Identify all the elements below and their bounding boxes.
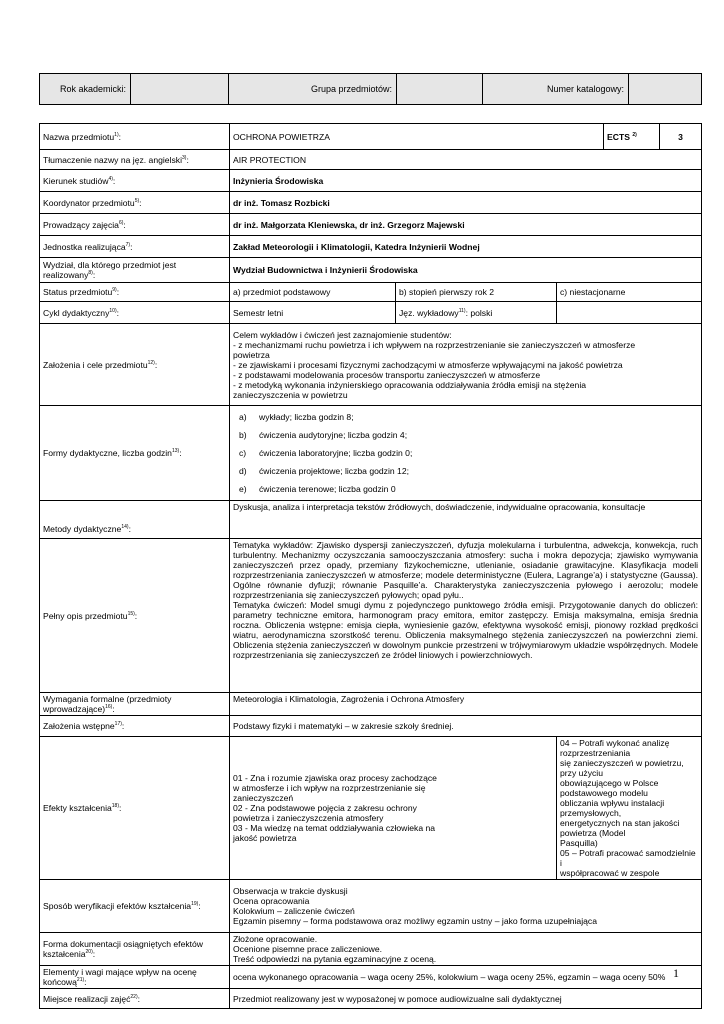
list-item: e) ćwiczenia terenowe; liczba godzin 0 bbox=[239, 484, 396, 494]
row-unit: Jednostka realizująca$^{7)}$: Zakład Meteorologii i Klimatologii, Katedra Inżynierii Wodnej bbox=[40, 236, 702, 258]
translation-value: AIR PROTECTION bbox=[230, 150, 702, 170]
subject-name-label: Nazwa przedmiotu$^{1)}$: bbox=[40, 124, 230, 150]
cycle-value: Semestr letni bbox=[230, 302, 396, 324]
row-translation: Tłumaczenie nazwy na jęz. angielski$^{3)}$: AIR PROTECTION bbox=[40, 150, 702, 170]
academic-year-label: Rok akademicki: bbox=[40, 74, 131, 105]
subject-group-value[interactable] bbox=[397, 74, 483, 105]
status-a: a) przedmiot podstawowy bbox=[230, 283, 396, 302]
page-number: 1 bbox=[673, 966, 679, 980]
row-verification: Sposób weryfikacji efektów kształcenia$^{19)}$: Obserwacja w trakcie dyskusji Ocena opracowania Kolokwium – zaliczenie ćwiczeń Egzamin pisemny – forma podstawowa oraz możliwy egzamin ustny – jako forma uzupełniająca bbox=[40, 880, 702, 933]
academic-year-value[interactable] bbox=[131, 74, 229, 105]
language-value: Jęz. wykładowy$^{11)}$: polski bbox=[396, 302, 557, 324]
full-description-value: Tematyka wykładów: Zjawisko dyspersji zanieczyszczeń, dyfuzja molekularna i turbulentna, adwekcja, konwekcja, ruch turbulentny. Mechanizmy oczyszczania samooczyszczania atmosfery: sucha i mokra depozycja; zjawisko wymywania zanieczyszczeń przez opady, przemiany fizykochemiczne, utlenianie, osiadanie grawitacyjne. Klasyfikacja modeli rozprzestrzeniania zanieczyszczeń w atmosferze; modele deterministyczne (Eulera, Lagrange’a) i statystyczne (Gaussa). Ogólne równanie dyfuzji; równanie Pasquille’a. Charakterystyka zanieczyszczenia pyłowego i aerozolu; modele rozprzestrzeniania się zanieczyszczeń pyłowych; opad pyłu.. Tematyka ćwiczeń: Model smugi dymu z pojedynczego punktowego źródła emisji. Przygotowanie danych do obliczeń: parametry techniczne emitora, harmonogram pracy emitora, emitor zastępczy. Emisja maksymalna, emisja średnia roczna. Obliczenia wstępne: emisja ciepła, wyniesienie gazów, efektywna wysokość emisji, pionowy rozkład prędkości wiatru, aerodynamiczna szorstkość terenu. Obliczenia maksymalnego stężenia zanieczyszczeń na powierzchni ziemi. Obliczenia stężenia zanieczyszczeń w dowolnym punkcie przestrzeni w trójwymiarowym układzie współrzędnych. Modele rozprzestrzeniania się zanieczyszczeń ze źródeł liniowych i powierzchniowych. bbox=[230, 539, 702, 693]
row-location: Miejsce realizacji zajęć$^{22)}$: Przedmiot realizowany jest w wyposażonej w pomoce audiowizualne sali dydaktycznej bbox=[40, 989, 702, 1009]
field-of-study-value: Inżynieria Środowiska bbox=[230, 170, 702, 192]
status-b: b) stopień pierwszy rok 2 bbox=[396, 283, 557, 302]
outcomes-left: 01 - Zna i rozumie zjawiska oraz procesy zachodzące w atmosferze i ich wpływ na rozprzestrzenianie się zanieczyszczeń 02 - Zna podstawowe pojęcia z zakresu ochrony powietrza i zanieczyszczenia atmosfery 03 - Ma wiedzę na temat oddziaływania człowieka na jakość powietrza bbox=[230, 737, 557, 880]
subject-name-value: OCHRONA POWIETRZA bbox=[230, 124, 604, 150]
subject-group-label: Grupa przedmiotów: bbox=[229, 74, 397, 105]
status-c: c) niestacjonarne bbox=[557, 283, 702, 302]
forms-value bbox=[230, 406, 702, 501]
row-forms: Formy dydaktyczne, liczba godzin$^{13)}$: a) wykłady; liczba godzin 8; b) ćwiczenia audytoryjne; liczba godzin 4; c) ćwiczenia laboratoryjne; liczba godzin 0; d) ćwiczenia projektowe; liczba godzin 12; e) ćwiczenia terenowe; liczba godzin 0 bbox=[40, 406, 702, 501]
row-methods: Metody dydaktyczne$^{14)}$: Dyskusja, analiza i interpretacja tekstów źródłowych, doświadczenie, indywidualne opracowania, konsultacje bbox=[40, 501, 702, 539]
documentation-value: Złożone opracowanie. Ocenione pisemne prace zaliczeniowe. Treść odpowiedzi na pytania egzaminacyjne z oceną. bbox=[230, 933, 702, 966]
requirements-value: Meteorologia i Klimatologia, Zagrożenia i Ochrona Atmosfery bbox=[230, 693, 702, 716]
verification-value: Obserwacja w trakcie dyskusji Ocena opracowania Kolokwium – zaliczenie ćwiczeń Egzamin pisemny – forma podstawowa oraz możliwy egzamin ustny – jako forma uzupełniająca bbox=[230, 880, 702, 933]
row-instructors: Prowadzący zajęcia$^{6)}$: dr inż. Małgorzata Kleniewska, dr inż. Grzegorz Majewski bbox=[40, 214, 702, 236]
location-value: Przedmiot realizowany jest w wyposażonej w pomoce audiowizualne sali dydaktycznej bbox=[230, 989, 702, 1009]
ects-label: ECTS $^{2)}$ bbox=[604, 124, 660, 150]
syllabus-table bbox=[39, 123, 702, 1009]
row-learning-outcomes: Efekty kształcenia$^{18)}$: 01 - Zna i rozumie zjawiska oraz procesy zachodzące w atmosferze i ich wpływ na rozprzestrzenianie się zanieczyszczeń 02 - Zna podstawowe pojęcia z zakresu ochrony powietrza i zanieczyszczenia atmosfery 03 - Ma wiedzę na temat oddziaływania człowieka na jakość powietrza 04 – Potrafi wykonać analizę rozprzestrzeniania się zanieczyszczeń w powietrzu, przy użyciu obowiązującego w Polsce podstawowego modelu obliczania wpływu instalacji przemysłowych, energetycznych na stan jakości powietrza (Model Pasquilla) 05 – Potrafi pracować samodzielnie i współpracować w zespole bbox=[40, 737, 702, 880]
row-status: Status przedmiotu$^{9)}$: a) przedmiot podstawowy b) stopień pierwszy rok 2 c) niestacjonarne bbox=[40, 283, 702, 302]
row-grading: Elementy i wagi mające wpływ na ocenę końcową$^{21)}$: ocena wykonanego opracowania – waga oceny 25%, kolokwium – waga oceny 25%, egzamin – waga oceny 50% bbox=[40, 966, 702, 989]
row-faculty: Wydział, dla którego przedmiot jest realizowany$^{8)}$: Wydział Budownictwa i Inżynierii Środowiska bbox=[40, 258, 702, 283]
row-cycle: Cykl dydaktyczny$^{10)}$: Semestr letni Jęz. wykładowy$^{11)}$: polski bbox=[40, 302, 702, 324]
header-table bbox=[39, 73, 702, 105]
row-documentation: Forma dokumentacji osiągniętych efektów kształcenia$^{20)}$: Złożone opracowanie. Ocenione pisemne prace zaliczeniowe. Treść odpowiedzi na pytania egzaminacyjne z oceną. bbox=[40, 933, 702, 966]
catalog-number-value[interactable] bbox=[629, 74, 702, 105]
aims-value: Celem wykładów i ćwiczeń jest zaznajomienie studentów: - z mechanizmami ruchu powietrza i ich wpływem na rozprzestrzenianie sie zanieczyszczeń w atmosferze powietrza - ze zjawiskami i procesami fizycznymi zachodzącymi w atmosferze wpływającymi na jakość powietrza - z podstawami modelowania procesów transportu zanieczyszczeń w atmosferze - z metodyką wykonania inżynierskiego opracowania oddziaływania źródła emisji na stężenia zanieczyszczenia w powietrzu bbox=[230, 324, 702, 406]
list-item: d) ćwiczenia projektowe; liczba godzin 12; bbox=[239, 466, 409, 476]
list-item: b) ćwiczenia audytoryjne; liczba godzin 4; bbox=[239, 430, 408, 440]
list-item: c) ćwiczenia laboratoryjne; liczba godzin 0; bbox=[239, 448, 413, 458]
row-full-description: Pełny opis przedmiotu$^{15)}$: Tematyka wykładów: Zjawisko dyspersji zanieczyszczeń, dyfuzja molekularna i turbulentna, adwekcja, konwekcja, ruch turbulentny. Mechanizmy oczyszczania samooczyszczania atmosfery: sucha i mokra depozycja; zjawisko wymywania zanieczyszczeń przez opady, przemiany fizykochemiczne, utlenianie, osiadanie grawitacyjne. Klasyfikacja modeli rozprzestrzeniania zanieczyszczeń w atmosferze; modele deterministyczne (Eulera, Lagrange’a) i statystyczne (Gaussa). Ogólne równanie dyfuzji; równanie Pasquille’a. Charakterystyka zanieczyszczenia pyłowego i aerozolu; modele rozprzestrzeniania się zanieczyszczeń pyłowych; opad pyłu.. Tematyka ćwiczeń: Model smugi dymu z pojedynczego punktowego źródła emisji. Przygotowanie danych do obliczeń: parametry techniczne emitora, harmonogram pracy emitora, emitor zastępczy. Emisja maksymalna, emisja średnia roczna. Obliczenia wstępne: emisja ciepła, wyniesienie gazów, efektywna wysokość emisji, pionowy rozkład prędkości wiatru, aerodynamiczna szorstkość terenu. Obliczenia maksymalnego stężenia zanieczyszczeń na powierzchni ziemi. Obliczenia stężenia zanieczyszczeń w dowolnym punkcie przestrzeni w trójwymiarowym układzie współrzędnych. Modele rozprzestrzeniania się zanieczyszczeń ze źródeł liniowych i powierzchniowych. bbox=[40, 539, 702, 693]
instructors-value: dr inż. Małgorzata Kleniewska, dr inż. Grzegorz Majewski bbox=[230, 214, 702, 236]
row-prerequisites: Założenia wstępne$^{17)}$: Podstawy fizyki i matematyki – w zakresie szkoły średniej. bbox=[40, 716, 702, 737]
row-subject-name bbox=[40, 124, 702, 150]
ects-value: 3 bbox=[660, 124, 702, 150]
faculty-value: Wydział Budownictwa i Inżynierii Środowiska bbox=[230, 258, 702, 283]
prerequisites-value: Podstawy fizyki i matematyki – w zakresie szkoły średniej. bbox=[230, 716, 702, 737]
grading-value: ocena wykonanego opracowania – waga oceny 25%, kolokwium – waga oceny 25%, egzamin – waga oceny 50% bbox=[230, 966, 702, 989]
row-aims: Założenia i cele przedmiotu$^{12)}$: Celem wykładów i ćwiczeń jest zaznajomienie studentów: - z mechanizmami ruchu powietrza i ich wpływem na rozprzestrzenianie sie zanieczyszczeń w atmosferze powietrza - ze zjawiskami i procesami fizycznymi zachodzącymi w atmosferze wpływającymi na jakość powietrza - z podstawami modelowania procesów transportu zanieczyszczeń w atmosferze - z metodyką wykonania inżynierskiego opracowania oddziaływania źródła emisji na stężenia zanieczyszczenia w powietrzu bbox=[40, 324, 702, 406]
row-field-of-study: Kierunek studiów$^{4)}$: Inżynieria Środowiska bbox=[40, 170, 702, 192]
list-item: a) wykłady; liczba godzin 8; bbox=[239, 412, 354, 422]
row-coordinator: Koordynator przedmiotu$^{5)}$: dr inż. Tomasz Rozbicki bbox=[40, 192, 702, 214]
unit-value: Zakład Meteorologii i Klimatologii, Katedra Inżynierii Wodnej bbox=[230, 236, 702, 258]
row-requirements: Wymagania formalne (przedmioty wprowadzające)$^{16)}$: Meteorologia i Klimatologia, Zagrożenia i Ochrona Atmosfery bbox=[40, 693, 702, 716]
coordinator-value: dr inż. Tomasz Rozbicki bbox=[230, 192, 702, 214]
catalog-number-label: Numer katalogowy: bbox=[483, 74, 629, 105]
methods-value: Dyskusja, analiza i interpretacja tekstów źródłowych, doświadczenie, indywidualne opracowania, konsultacje bbox=[230, 501, 702, 539]
outcomes-right: 04 – Potrafi wykonać analizę rozprzestrzeniania się zanieczyszczeń w powietrzu, przy użyciu obowiązującego w Polsce podstawowego modelu obliczania wpływu instalacji przemysłowych, energetycznych na stan jakości powietrza (Model Pasquilla) 05 – Potrafi pracować samodzielnie i współpracować w zespole bbox=[557, 737, 702, 880]
